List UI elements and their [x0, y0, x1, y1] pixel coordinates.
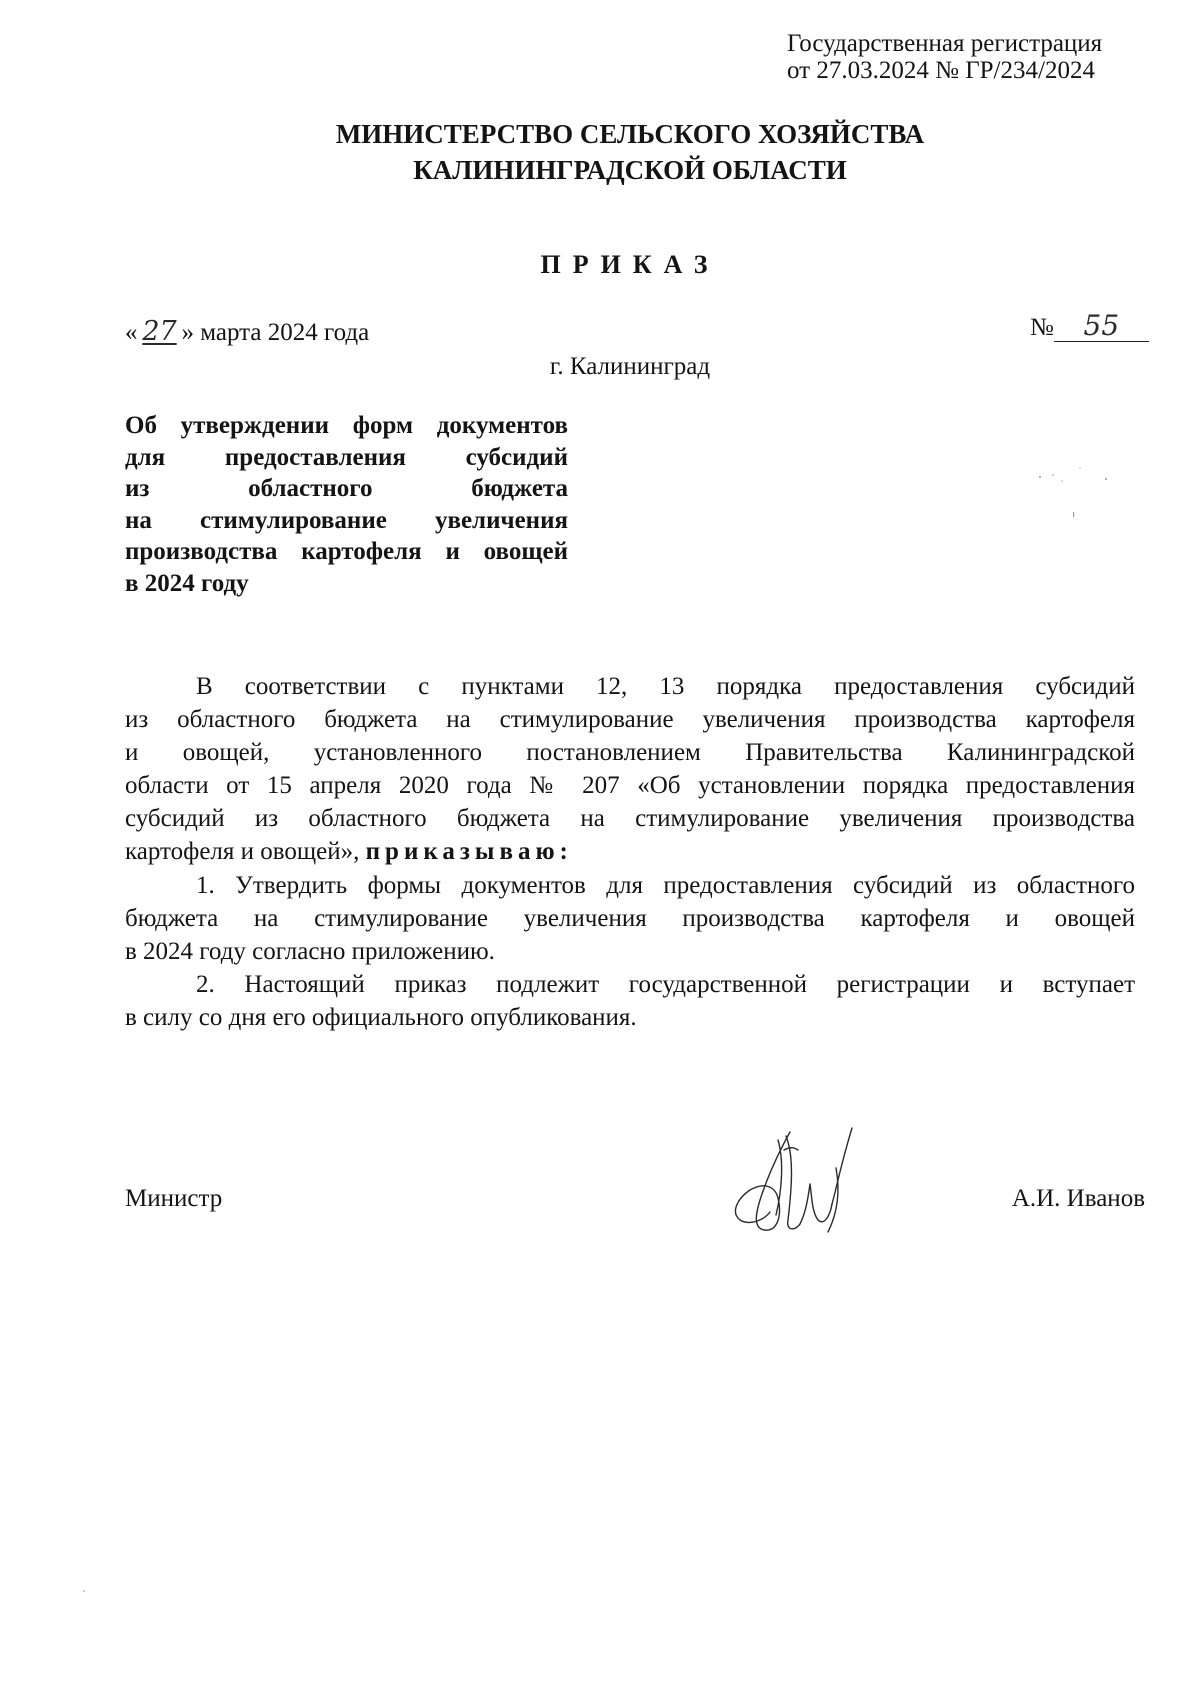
- number-sign: №: [1030, 314, 1054, 341]
- ministry-line-2: КАЛИНИНГРАДСКОЙ ОБЛАСТИ: [413, 155, 847, 185]
- body-line: 1. Утвердить формы документов для предоставления субсидий из областного: [196, 871, 1135, 899]
- order-number: [1030, 311, 1149, 342]
- date-day-handwritten: 27: [142, 316, 177, 347]
- city-line: г. Калининград: [549, 353, 711, 380]
- date-rest: марта 2024 года: [194, 319, 370, 346]
- body-line: в силу со дня его официального опубликования.: [125, 1003, 637, 1031]
- order-subject: [125, 410, 568, 600]
- registration-line-2: от 27.03.2024 № ГР/234/2024: [787, 57, 1095, 84]
- body-line-command: [125, 835, 1135, 868]
- scan-specks: [1036, 465, 1116, 525]
- number-value-handwritten: 55: [1054, 311, 1149, 342]
- order-body: [125, 670, 1135, 1034]
- body-line: и овощей, установленного постановлением Правительства Калининградской: [125, 739, 1135, 767]
- subject-line: производства картофеля и овощей: [125, 538, 568, 566]
- subject-line: Об утверждении форм документов: [125, 412, 568, 439]
- body-line-text: картофеля и овощей»,: [125, 838, 366, 866]
- body-line: в 2024 году согласно приложению.: [125, 937, 495, 965]
- command-word: приказываю:: [365, 838, 573, 866]
- body-line: из областного бюджета на стимулирование увеличения производства картофеля: [125, 706, 1135, 734]
- body-line: В соответствии с пунктами 12, 13 порядка предоставления субсидий: [196, 673, 1135, 700]
- subject-line: для предоставления субсидий: [125, 443, 568, 471]
- handwritten-signature: [720, 1120, 860, 1245]
- document-type-title: ПРИКАЗ: [540, 250, 720, 279]
- body-line: 2. Настоящий приказ подлежит государственной регистрации и вступает: [196, 970, 1135, 998]
- signatory-name: А.И. Иванов: [1011, 1185, 1145, 1212]
- registration-stamp: [787, 30, 1102, 84]
- subject-line: из областного бюджета: [125, 475, 568, 503]
- date-close-quote: »: [181, 319, 194, 346]
- body-line: области от 15 апреля 2020 года № 207 «Об установлении порядка предоставления: [125, 772, 1135, 800]
- ministry-line-1: МИНИСТЕРСТВО СЕЛЬСКОГО ХОЗЯЙСТВА: [335, 119, 925, 149]
- registration-line-1: Государственная регистрация: [787, 30, 1103, 57]
- body-line: бюджета на стимулирование увеличения производства картофеля и овощей: [125, 904, 1135, 932]
- ministry-header: [200, 116, 1060, 188]
- subject-line: на стимулирование увеличения: [125, 506, 568, 534]
- body-line: субсидий из областного бюджета на стимулирование увеличения производства: [125, 805, 1135, 833]
- signatory-title: Министр: [125, 1185, 223, 1212]
- subject-line: в 2024 году: [125, 569, 249, 597]
- order-date: [125, 316, 369, 347]
- date-open-quote: «: [125, 319, 138, 346]
- scan-speck: [83, 1590, 85, 1592]
